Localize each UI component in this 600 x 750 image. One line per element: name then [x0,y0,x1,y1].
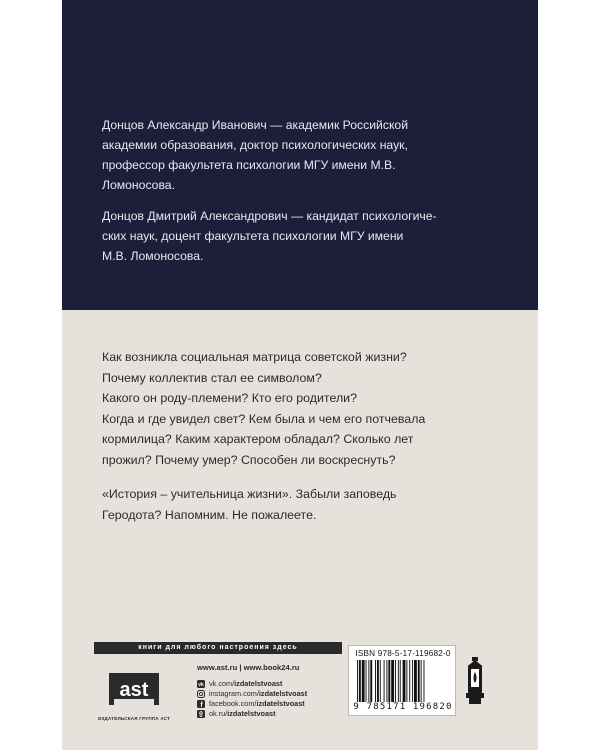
barcode-bar [406,660,407,702]
barcode-bar [418,660,420,702]
social-link-facebook[interactable]: f facebook.com/ izdatelstvoast [197,699,357,709]
annotation-closing: «История – учительница жизни». Забыли заповедь Геродота? Напомним. Не пожалеете. [102,487,397,522]
barcode-bar [359,660,361,702]
barcode-bars [357,660,449,702]
svg-text:vk: vk [198,682,204,688]
isbn-barcode [348,645,456,716]
barcode-bar [421,660,422,702]
book-back-cover [62,0,538,750]
ean-digits: 9 785171 196820 [353,702,453,712]
ast-logo-mark [94,663,174,715]
barcode-bar [362,660,365,702]
barcode-bar [398,660,399,702]
barcode-bar [384,660,385,702]
facebook-icon [197,700,205,708]
logo-caption: ИЗДАТЕЛЬСКАЯ ГРУППА АСТ [97,716,171,721]
barcode-bar [424,660,425,702]
barcode-bar [386,660,387,702]
publisher-websites[interactable]: www.ast.ru | www.book24.ru [197,663,300,672]
vk-icon [197,680,205,688]
barcode-bar [366,660,367,702]
barcode-bar [403,660,406,702]
social-link-vk[interactable]: vk vk.com/ izdatelstvoast [198,679,283,688]
social-link-odnoklassniki[interactable]: ok.ru/ izdatelstvoast [197,709,357,719]
barcode-bar [375,660,376,702]
author-bio-1: Донцов Александр Иванович — академик Российской академии образования, доктор психологических наук, профессор факультета психологии МГУ имени М.В. Ломоносова. [102,118,408,192]
barcode-bar [370,660,372,702]
publisher-banner: книги для любого настроения здесь [94,642,342,654]
svg-text:ast: ast [119,679,149,701]
barcode-bar [357,660,358,702]
barcode-bar [395,660,396,702]
publisher-links [197,662,357,719]
isbn-number: ISBN 978-5-17-119682-0 [355,649,451,658]
lantern-icon [465,657,485,705]
barcode-bar [400,660,401,702]
ast-logo [94,663,174,733]
barcode-bar [391,660,394,702]
odnoklassniki-icon [197,710,205,718]
barcode-bar [368,660,369,702]
instagram-icon [197,690,205,698]
barcode-bar [409,660,410,702]
barcode-bar [377,660,379,702]
annotation-questions: Как возникла социальная матрица советской жизни? Почему коллектив стал ее символом? Какого он роду-племени? Кто его родители? Когда и где увидел свет? Кем была и чем его потчевала кормилица? Каким характером обладал? Сколько лет прожил? Почему умер? Способен ли воскреснуть? [102,350,426,467]
svg-text:f: f [200,702,203,708]
author-panel [62,0,538,310]
social-link-instagram[interactable]: instagram.com/ izdatelstvoast [197,689,357,699]
barcode-bar [414,660,417,702]
barcode-bar [388,660,390,702]
barcode-bar [412,660,413,702]
author-bio-2: Донцов Дмитрий Александрович — кандидат психологиче- ских наук, доцент факультета психологии МГУ имени М.В. Ломоносова. [102,209,437,263]
barcode-bar [380,660,381,702]
